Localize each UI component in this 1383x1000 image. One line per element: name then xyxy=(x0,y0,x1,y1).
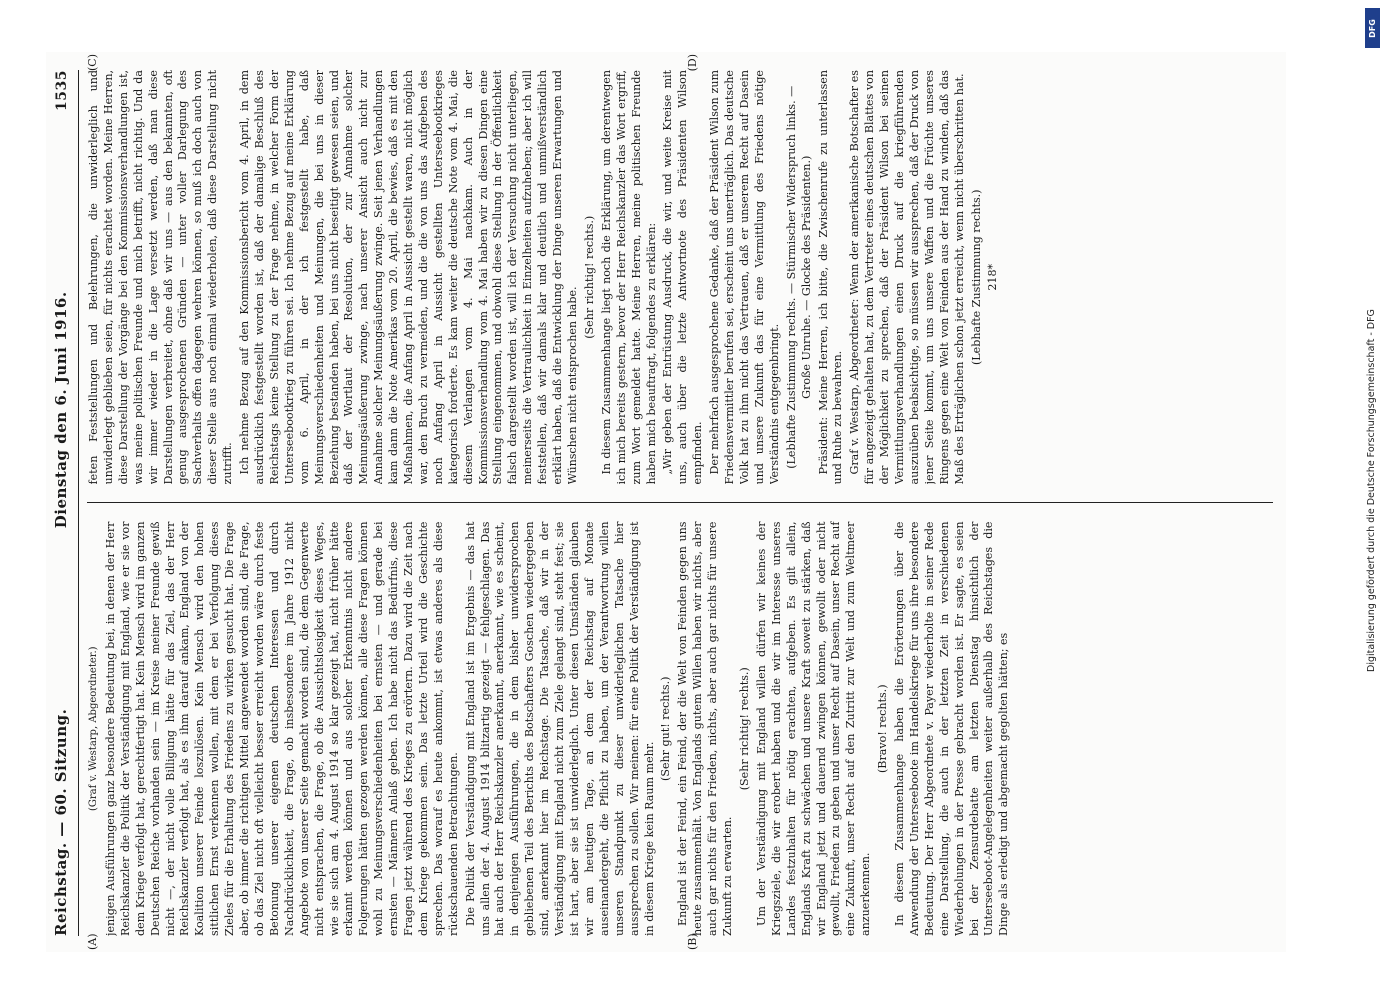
header-date: Dienstag den 6. Juni 1916. xyxy=(52,291,70,529)
rotated-page xyxy=(46,52,1286,952)
paragraph: In diesem Zusammenhange liegt noch die Erklärung, um derentwegen ich mich bereits gestern, bevor der Herr Reichskanzler das Wort ergriff, zum Wort gemeldet hatte. Meine Herren, meine politischen Freunde haben mich beauftragt, folgendes zu erklären: xyxy=(599,70,658,485)
page-header xyxy=(52,70,79,936)
interjection: (Sehr richtig! rechts.) xyxy=(582,215,596,339)
speaker-note: (Graf v. Westarp, Abgeordneter.) xyxy=(88,646,99,812)
quote-paragraph: „Wir geben der Entrüstung Ausdruck, die wir, und weite Kreise mit uns, auch über die letzte Antwortnote des Präsidenten Wilson empfinden. xyxy=(661,70,705,485)
margin-marker-c: (C) xyxy=(86,54,99,71)
paragraph: Ich nehme Bezug auf den Kommissionsbericht vom 4. April, in dem ausdrücklich festgestellt worden ist, daß der damalige Beschluß des Reichstags keine Stellung zu der Frage nehme, in welcher Form der Unterseebootkrieg zu führen sei. Ich nehme Bezug auf meine Erklärung vom 6. April, in der ich festgestellt habe, daß Meinungsverschiedenheiten und Meinungen, die bei uns in dieser Beziehung bestanden haben, bei uns nicht beseitigt gewesen seien, und daß der Wortlaut der Resolution, der zur Annahme solcher Meinungsäußerung zwinge, nach unserer Ansicht auch nicht zur Annahme solcher Meinungsäußerung zwinge. Seit jenen Verhandlungen kam dann die Note Amerikas vom 20. April, die bewies, daß es mit den Maßnahmen, die Anfang April in Aussicht gestellt waren, nicht möglich war, den Bruch zu vermeiden, und die die von uns das Aufgeben des noch Anfang April in Aussicht gestellten Unterseebootkrieges kategorisch forderte. Es kam weiter die deutsche Note vom 4. Mai, die diesem Verlangen vom 4. Mai nachkam. Auch in der Kommissionsverhandlung vom 4. Mai haben wir zu diesen Dingen eine Stellung eingenommen, und obwohl diese Stellung in der Öffentlichkeit falsch dargestellt worden ist, will ich der Versuchung nicht unterliegen, meinerseits die Vertraulichkeit in Einzelheiten aufzuheben; aber ich will feststellen, daß wir damals klar und deutlich und unmißverständlich erklärt haben, daß die Entwicklung der Dinge unseren Erwartungen und Wünschen nicht entsprochen habe. xyxy=(238,70,579,485)
interjection: (Sehr gut! rechts.) xyxy=(659,676,673,781)
quote-paragraph: Der mehrfach ausgesprochene Gedanke, daß der Präsident Wilson zum Friedensvermittler berufen sei, erscheint uns unerträglich. Das deutsche Volk hat zu ihm nicht das Vertrauen, daß er unserem Recht auf Dasein und unsere Zukunft das für eine Vermittlung des Friedens nötige Verständnis entgegenbringt. xyxy=(708,70,781,485)
paragraph: feten Feststellungen und Belehrungen, die unwiderleglich und unwiderlegt geblieben seien, für nichts erachtet worden. Meine Herren, diese Darstellung der Vorgänge bei den Kommissionsverhandlungen ist, was meine politischen Freunde und mich betrifft, nicht richtig. Und da wir immer wieder in die Lage versetzt werden, daß man diese Darstellungen verbreitet, ohne daß wir uns — aus den bekannten, oft genug ausgesprochenen Gründen — unter voller Darlegung des Sachverhalts offen dagegen wehren können, so muß ich doch auch von dieser Stelle aus noch einmal wiederholen, daß diese Darstellung nicht zutrifft. xyxy=(87,70,235,485)
interjection: (Sehr richtig! rechts.) xyxy=(737,667,751,791)
digitization-credit: Digitalisierung gefördert durch die Deutsche Forschungsgemeinschaft - DFG xyxy=(1366,309,1377,672)
paragraph: Um der Verständigung mit England willen dürfen wir keines der Kriegsziele, die wir erobert haben und die wir im Interesse unseres Landes festzuhalten für nötig erachten, aufgeben. Es gilt allein, Englands Kraft zu schwächen und unsere Kraft soweit zu stärken, daß wir England jetzt und dauernd zwingen können, gewollt oder nicht gewollt, Frieden zu geben und unser Recht auf Dasein, unser Recht auf eine Zukunft, unser Recht auf den Zutritt zur Welt und zum Weltmeer anzuerkennen. xyxy=(754,521,873,936)
paragraph: In diesem Zusammenhange haben die Erörterungen über die Anwendung der Unterseeboote im Handelskriege für uns ihre besondere Bedeutung. Der Herr Abgeordnete v. Payer wiederholte in seiner Rede eine Darstellung, die auch in der letzten Zeit in verschiedenen Wiederholungen in der Presse gebracht worden ist. Er sagte, es seien bei der Zensurdebatte am letzten Dienstag hinsichtlich der Unterseeboot-Angelegenheiten weiter außerhalb des Reichstages die Dinge als erledigt und abgemacht gegolten hätten; es xyxy=(893,521,1011,936)
margin-marker-a: (A) xyxy=(86,933,99,950)
margin-marker-d: (D) xyxy=(686,54,699,72)
text-columns xyxy=(87,70,1273,936)
column-divider xyxy=(87,503,1273,504)
president-remark: Präsident: Meine Herren, ich bitte, die Zwischenrufe zu unterlassen und Ruhe zu bewahren. xyxy=(816,70,845,485)
dfg-logo: DFG xyxy=(1365,8,1380,48)
right-column xyxy=(87,70,1273,485)
paragraph: Graf v. Westarp, Abgeordneter: Wenn der amerikanische Botschafter es für angezeigt gehalten hat, zu dem Vertreter eines deutschen Blattes von der Möglichkeit zu sprechen, daß der Präsident Wilson bei seinen Vermittlungsverhandlungen einen Druck auf die kriegführenden auszuüben beabsichtige, so müssen wir aussprechen, daß der Druck von jener Seite kommt, um uns unsere Waffen und die Früchte unseres Ringens gegen eine Welt von Feinden aus der Hand zu winden, daß das Maß des Erträglichen schon jetzt erreicht, wenn nicht überschritten hat. xyxy=(848,70,966,485)
page-number: 1535 xyxy=(54,70,70,111)
left-column xyxy=(87,522,1273,937)
footnote-mark: 218* xyxy=(986,263,1000,291)
document-page xyxy=(46,52,1286,952)
margin-marker-b: (B) xyxy=(686,933,699,950)
interjection: (Bravo! rechts.) xyxy=(876,684,890,774)
paragraph: jenigen Ausführungen ganz besondere Bedeutung bei, in denen der Herr Reichskanzler die Politik der Verständigung mit England, wie er sie vor dem Kriege verfolgt hat, gerechtfertigt hat. Kein Mensch wird im ganzen Deutschen Reiche vorhanden sein — im Kreise meiner Freunde gewiß nicht —, der nicht volle Billigung hätte für das Ziel, das der Herr Reichskanzler verfolgt hat, als es ihm darauf ankam, England von der Koalition unserer Feinde loszulösen. Kein Mensch wird den hohen sittlichen Ernst verkennen wollen, mit dem er bei Verfolgung dieses Zieles für die Erhaltung des Friedens zu wirken gesucht hat. Die Frage aber, ob immer die richtigen Mittel angewendet worden sind, die Frage, ob das Ziel nicht oft vielleicht besser erreicht worden wäre durch feste Betonung unserer eigenen deutschen Interessen und durch Nachdrücklichkeit, die Frage, ob insbesondere im Jahre 1912 nicht Angebote von unserer Seite gemacht worden sind, die dem Gegenwerte nicht entsprachen, die Frage, ob die Aussichtslosigkeit dieses Weges, wie sie sich am 4. August 1914 so klar gezeigt hat, nicht früher hätte erkannt werden können und aus solcher Erkenntnis nicht andere Folgerungen hätten gezogen werden können, alle diese Fragen können wohl zu Meinungsverschiedenheiten bei ernsten — und gerade bei ernsten — Männern Anlaß geben. Ich habe nicht das Bedürfnis, diese Fragen jetzt während des Krieges zu erörtern. Dazu wird die Zeit nach dem Kriege gekommen sein. Das letzte Urteil wird die Geschichte sprechen. Das worauf es heute ankommt, ist etwas anderes als diese rückschauenden Betrachtungen. xyxy=(103,521,460,936)
interjection: (Lebhafte Zustimmung rechts.) xyxy=(969,189,983,366)
header-session: Reichstag. — 60. Sitzung. xyxy=(52,708,70,936)
paragraph: Die Politik der Verständigung mit England ist im Ergebnis — das hat uns allen der 4. August 1914 blitzartig gezeigt — fehlgeschlagen. Das hat auch der Herr Reichskanzler anerkannt, anerkannt, wie es scheint, in denjenigen Ausführungen, die in dem bisher unwidersprochen gebliebenen Teil des Berichts des Botschafters Goschen wiedergegeben sind, anerkannt hier im Reichstage. Die Tatsache, daß wir in der Verständigung mit England nicht zum Ziele gelangt sind, steht fest; sie ist hart, aber sie ist unwiderleglich. Unter diesen Umständen glauben wir am heutigen Tage, an dem der Reichstag auf Monate auseinandergeht, die Pflicht zu haben, um der Verantwortung willen unseren Standpunkt zu dieser unwiderleglichen Tatsache hier aussprechen zu sollen. Wir meinen: für eine Politik der Verständigung ist in diesem Kriege kein Raum mehr. xyxy=(463,521,656,936)
paragraph: England ist der Feind, ein Feind, der die Welt von Feinden gegen uns heute zusammenhält. Von Englands gutem Willen haben wir nichts, aber auch gar nichts für den Frieden, nichts, aber auch gar nichts für unsere Zukunft zu erwarten. xyxy=(676,521,735,936)
interjection: (Lebhafte Zustimmung rechts. — Stürmischer Widerspruch links. — Große Unruhe. — Glocke des Präsidenten.) xyxy=(784,85,813,469)
